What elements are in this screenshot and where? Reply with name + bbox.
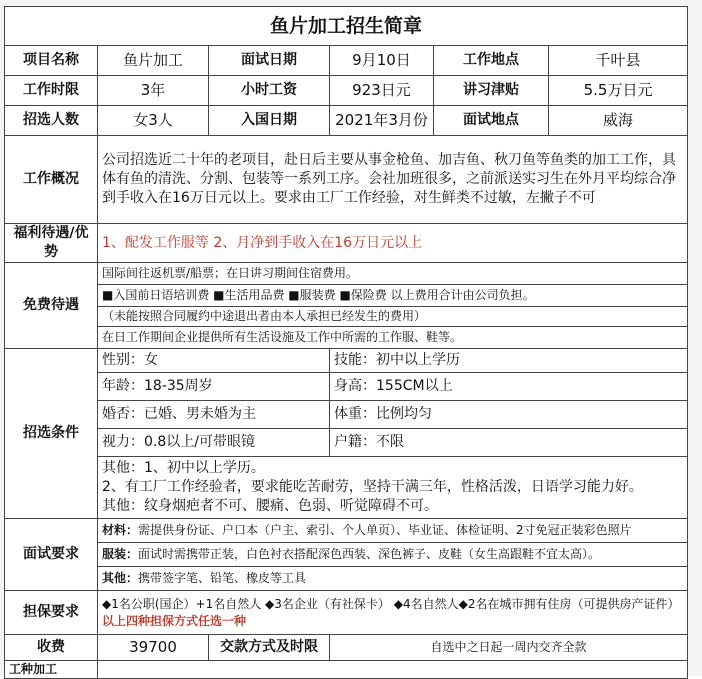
- value-interview-date: 9月10日: [330, 46, 434, 76]
- label-work-term: 工作时限: [5, 76, 98, 106]
- condition-other-line: 其他：1、初中以上学历。: [102, 460, 265, 476]
- condition-marital: 婚否：已婚、男未婚为主: [98, 401, 330, 429]
- condition-height: 身高：155CM以上: [330, 373, 688, 401]
- condition-age: 年龄：18-35周岁: [98, 373, 330, 401]
- materials-heading: 材料：: [102, 523, 139, 537]
- label-entry-date: 入国日期: [209, 106, 330, 136]
- condition-other-line: 其他：纹身烟疤者不可、腰痛、色弱、听觉障碍不可。: [102, 498, 438, 514]
- label-training-allowance: 讲习津贴: [434, 76, 549, 106]
- value-project-name: 鱼片加工: [98, 46, 209, 76]
- value-fee: 39700: [98, 635, 209, 661]
- clothing-text: 面试时需携带正装，白色衬衣搭配深色西装、深色裤子、皮鞋（女生高跟鞋不宜太高）。: [138, 547, 601, 561]
- label-job-overview: 工作概况: [5, 136, 98, 224]
- label-guarantee: 担保要求: [5, 591, 98, 635]
- value-hourly-wage: 923日元: [330, 76, 434, 106]
- free-benefit-line: （未能按照合同履约中途退出者由本人承担已经发生的费用）: [98, 307, 688, 327]
- interview-materials: [98, 519, 688, 543]
- welfare-text: 1、配发工作服等 2、月净到手收入在16万日元以上: [98, 224, 688, 263]
- value-headcount: 女3人: [98, 106, 209, 136]
- guarantee-note: 以上四种担保方式任选一种: [102, 613, 247, 628]
- condition-vision: 视力：0.8以上/可带眼镜: [98, 429, 330, 457]
- label-project-name: 项目名称: [5, 46, 98, 76]
- free-benefit-line: 在日工作期间企业提供所有生活设施及工作中所需的工作服、鞋等。: [98, 327, 688, 349]
- label-interview-requirements: 面试要求: [5, 519, 98, 591]
- label-interview-date: 面试日期: [209, 46, 330, 76]
- value-training-allowance: 5.5万日元: [549, 76, 688, 106]
- label-payment-method: 交款方式及时限: [209, 635, 330, 661]
- condition-others: [98, 457, 688, 519]
- label-conditions: 招选条件: [5, 349, 98, 519]
- free-benefit-line: 国际间往返机票/船票；在日讲习期间住宿费用。: [98, 263, 688, 285]
- guarantee-cell: [98, 591, 688, 635]
- value-work-location: 千叶县: [549, 46, 688, 76]
- job-overview-text: 公司招选近二十年的老项目，赴日后主要从事金枪鱼、加吉鱼、秋刀鱼等鱼类的加工工作，具体有鱼的清洗、分割、包装等一系列工序。会社加班很多，之前派送实习生在外月平均综合净到手收入在16万日元以上。要求由工厂工作经验，对生鲜类不过敏，左撇子不可: [98, 136, 688, 224]
- value-payment-method: 自选中之日起一周内交齐全款: [330, 635, 688, 661]
- guarantee-text: ◆1名公职(国企）+1名自然人 ◆3名企业（有社保卡） ◆4名自然人◆2名在城市拥有住房（可提供房产证件）: [102, 596, 680, 611]
- other-heading: 其他：: [102, 571, 139, 585]
- label-welfare: 福利待遇/优势: [5, 224, 98, 263]
- label-interview-location: 面试地点: [434, 106, 549, 136]
- clothing-heading: 服装：: [102, 547, 139, 561]
- label-fee: 收费: [5, 635, 98, 661]
- condition-hukou: 户籍：不限: [330, 429, 688, 457]
- label-work-location: 工作地点: [434, 46, 549, 76]
- value-interview-location: 威海: [549, 106, 688, 136]
- interview-other: [98, 567, 688, 591]
- value-entry-date: 2021年3月份: [330, 106, 434, 136]
- label-hourly-wage: 小时工资: [209, 76, 330, 106]
- condition-gender: 性别：女: [98, 349, 330, 373]
- materials-text: 需提供身份证、户口本（户主、索引、个人单页）、毕业证、体检证明、2寸免冠正装彩色照片: [138, 523, 632, 537]
- footer-cut-label: 工种加工: [5, 661, 98, 679]
- label-headcount: 招选人数: [5, 106, 98, 136]
- interview-clothing: [98, 543, 688, 567]
- free-benefit-line: ■入国前日语培训费 ■生活用品费 ■服装费 ■保险费 以上费用合计由公司负担。: [98, 285, 688, 307]
- condition-education: 技能：初中以上学历: [330, 349, 688, 373]
- recruitment-table: [4, 6, 688, 679]
- page-title: 鱼片加工招生简章: [5, 7, 688, 46]
- condition-weight: 体重：比例均匀: [330, 401, 688, 429]
- condition-other-line: 2、有工厂工作经验者，要求能吃苦耐劳，坚持干满三年，性格活泼，日语学习能力好。: [102, 479, 643, 495]
- value-work-term: 3年: [98, 76, 209, 106]
- other-text: 携带签字笔、铅笔、橡皮等工具: [138, 571, 307, 585]
- label-free-benefits: 免费待遇: [5, 263, 98, 349]
